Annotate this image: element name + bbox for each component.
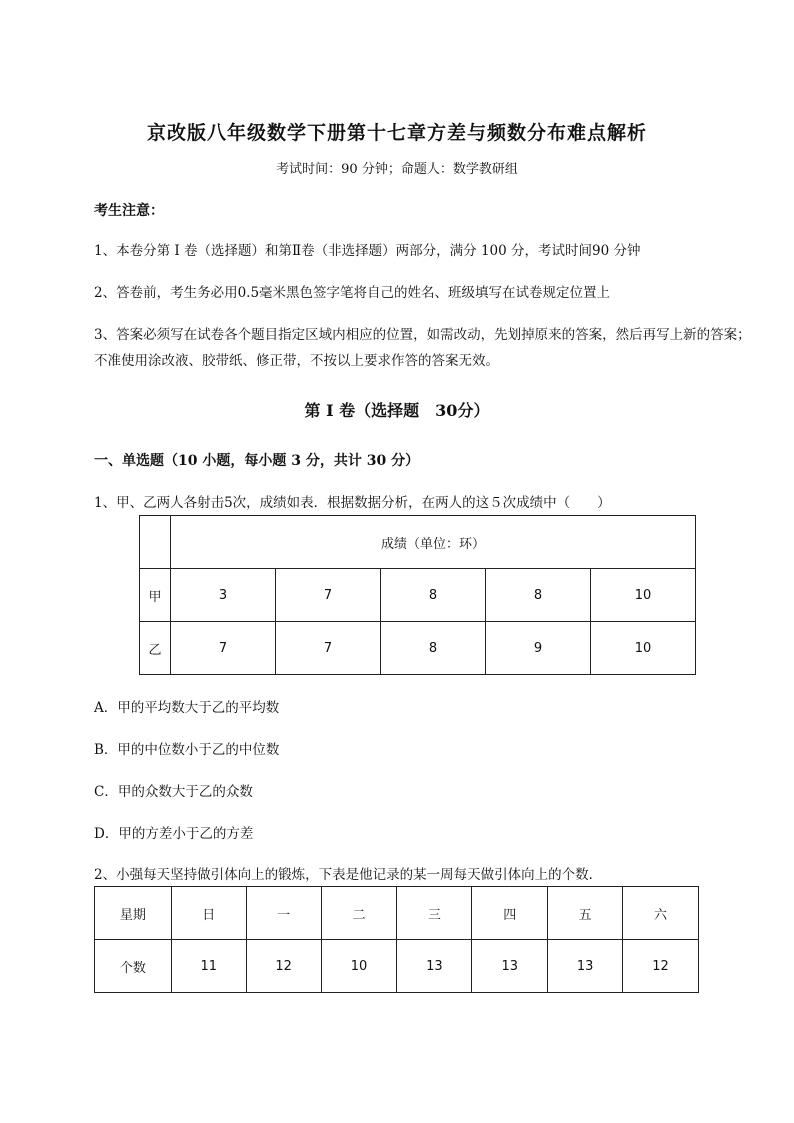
table-cell bbox=[140, 516, 171, 569]
option-c: C．甲的众数大于乙的众数 bbox=[94, 784, 253, 800]
question-1-stem: 1、甲、乙两人各射击5次，成绩如表．根据数据分析，在两人的这５次成绩中（ ） bbox=[94, 495, 611, 511]
notice-heading: 考生注意： bbox=[94, 203, 164, 219]
table-cell: 7 bbox=[276, 622, 381, 675]
table-cell: 三 bbox=[397, 887, 472, 940]
table-row bbox=[95, 887, 699, 940]
table-cell: 13 bbox=[397, 940, 472, 993]
notice-item: 3、答案必须写在试卷各个题目指定区域内相应的位置，如需改动，先划掉原来的答案，然后再写上新的答案；不准使用涂改液、胶带纸、修正带，不按以上要求作答的答案无效。 bbox=[94, 327, 751, 369]
table-cell: 13 bbox=[472, 940, 548, 993]
table-cell: 六 bbox=[623, 887, 699, 940]
table-cell: 12 bbox=[246, 940, 321, 993]
table-header: 成绩（单位：环） bbox=[171, 516, 696, 569]
exam-info: 考试时间：90 分钟；命题人：数学教研组 bbox=[276, 162, 518, 177]
table-cell: 13 bbox=[548, 940, 623, 993]
table-cell: 8 bbox=[486, 569, 591, 622]
option-d: D．甲的方差小于乙的方差 bbox=[94, 826, 254, 842]
table-cell: 8 bbox=[381, 569, 486, 622]
table-cell: 一 bbox=[246, 887, 321, 940]
table-row bbox=[140, 516, 696, 569]
notice-item: 1、本卷分第 I 卷（选择题）和第Ⅱ卷（非选择题）两部分，满分 100 分，考试时间90 分钟 bbox=[94, 243, 641, 259]
option-a: A．甲的平均数大于乙的平均数 bbox=[94, 700, 280, 716]
table-cell: 10 bbox=[591, 622, 696, 675]
row-label: 甲 bbox=[140, 569, 171, 622]
question-2-table bbox=[94, 886, 699, 993]
question-2-stem: 2、小强每天坚持做引体向上的锻炼，下表是他记录的某一周每天做引体向上的个数． bbox=[94, 867, 603, 883]
section-title: 第 I 卷（选择题 30分） bbox=[304, 401, 490, 420]
row-label: 星期 bbox=[95, 887, 172, 940]
table-cell: 3 bbox=[171, 569, 276, 622]
document-title: 京改版八年级数学下册第十七章方差与频数分布难点解析 bbox=[146, 122, 647, 144]
table-cell: 五 bbox=[548, 887, 623, 940]
table-cell: 10 bbox=[591, 569, 696, 622]
table-cell: 12 bbox=[623, 940, 699, 993]
table-cell: 11 bbox=[171, 940, 246, 993]
row-label: 乙 bbox=[140, 622, 171, 675]
row-label: 个数 bbox=[95, 940, 172, 993]
table-cell: 7 bbox=[276, 569, 381, 622]
table-cell: 二 bbox=[321, 887, 397, 940]
question-type-heading: 一、单选题（10 小题，每小题 3 分，共计 30 分） bbox=[94, 453, 420, 469]
table-row bbox=[140, 569, 696, 622]
table-cell: 10 bbox=[321, 940, 397, 993]
question-1-table bbox=[139, 515, 696, 675]
table-cell: 9 bbox=[486, 622, 591, 675]
table-cell: 8 bbox=[381, 622, 486, 675]
table-row bbox=[140, 622, 696, 675]
option-b: B．甲的中位数小于乙的中位数 bbox=[94, 742, 280, 758]
table-cell: 日 bbox=[171, 887, 246, 940]
table-row bbox=[95, 940, 699, 993]
notice-item: 2、答卷前，考生务必用0.5毫米黑色签字笔将自己的姓名、班级填写在试卷规定位置上 bbox=[94, 285, 611, 301]
table-cell: 四 bbox=[472, 887, 548, 940]
table-cell: 7 bbox=[171, 622, 276, 675]
